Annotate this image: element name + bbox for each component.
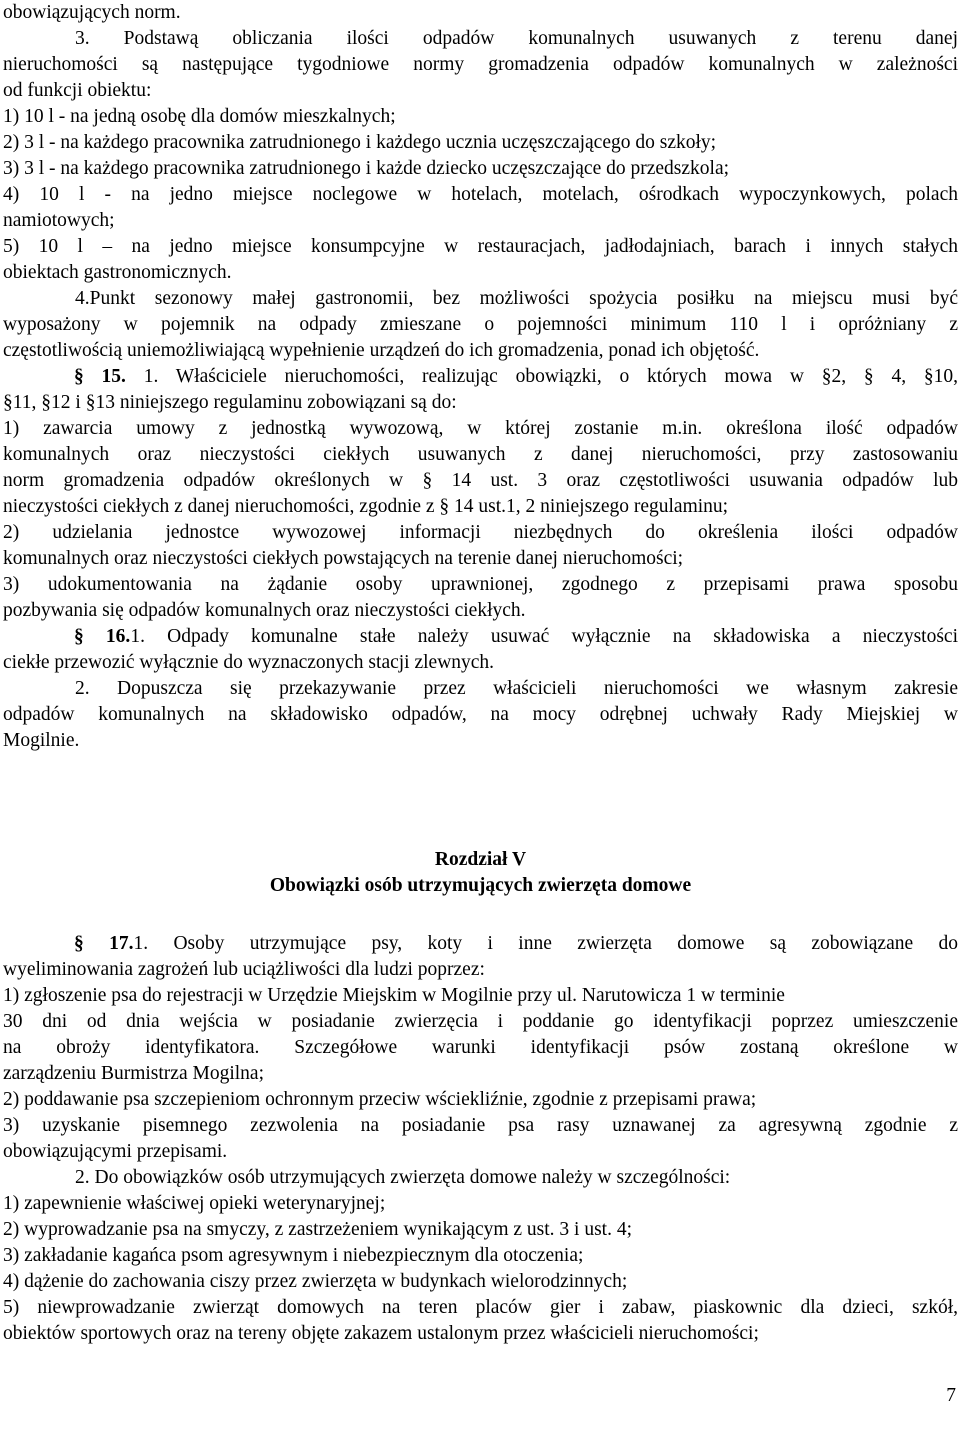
text-line: 1) 10 l - na jedną osobę dla domów mieszkalnych; [3,106,396,127]
text-line: 3) uzyskanie pisemnego zezwolenia na posiadanie psa rasy uznawanej za agresywną zgodnie z [3,1115,958,1136]
text-line: komunalnych oraz nieczystości ciekłych usuwanych z danej nieruchomości, przy zastosowaniu [3,444,958,465]
text-line: 4) 10 l - na jedno miejsce noclegowe w hotelach, motelach, ośrodkach wypoczynkowych, polach [3,184,958,205]
text-line: 2) wyprowadzanie psa na smyczy, z zastrzeżeniem wynikającym z ust. 3 i ust. 4; [3,1219,633,1240]
text-line: 2) poddawanie psa szczepieniom ochronnym przeciw wściekliźnie, zgodnie z przepisami prawa; [3,1089,757,1110]
text-line: Rozdział V [434,849,527,870]
text-line: namiotowych; [3,210,115,231]
text-line: 1) zapewnienie właściwej opieki weterynaryjnej; [3,1193,386,1214]
page-number: 7 [946,1385,956,1406]
text-line: 3. Podstawą obliczania ilości odpadów komunalnych usuwanych z terenu danej [75,28,958,49]
text-line: § 16.1. Odpady komunalne stałe należy usuwać wyłącznie na składowiska a nieczystości [74,626,958,647]
text-line: Obowiązki osób utrzymujących zwierzęta domowe [269,875,692,896]
text-line: od funkcji obiektu: [3,80,152,101]
text-line: 1) zawarcia umowy z jednostką wywozową, w której zostanie m.in. określona ilość odpadów [3,418,958,439]
text-line: 30 dni od dnia wejścia w posiadanie zwierzęcia i poddanie go identyfikacji poprzez umieszczenie [3,1011,958,1032]
text-line: 3) 3 l - na każdego pracownika zatrudnionego i każde dziecko uczęszczające do przedszkola; [3,158,730,179]
text-line: częstotliwością uniemożliwiającą wypełnienie urządzeń do ich gromadzenia, ponad ich objętość. [3,340,760,361]
text-line: wyposażony w pojemnik na odpady zmieszane o pojemności minimum 110 l i opróżniany z [3,314,958,335]
text-line: 2) 3 l - na każdego pracownika zatrudnionego i każdego ucznia uczęszczającego do szkoły; [3,132,717,153]
text-line: obiektach gastronomicznych. [3,262,232,283]
text-line: na obroży identyfikatora. Szczegółowe warunki identyfikacji psów zostaną określone w [3,1037,958,1058]
text-line: pozbywania się odpadów komunalnych oraz nieczystości ciekłych. [3,600,526,621]
text-line: odpadów komunalnych na składowisko odpadów, na mocy odrębnej uchwały Rady Miejskiej w [3,704,958,725]
text-line: norm gromadzenia odpadów określonych w § 14 ust. 3 oraz częstotliwości usuwania odpadów lub [3,470,958,491]
text-line: ciekłe przewozić wyłącznie do wyznaczonych stacji zlewnych. [3,652,495,673]
text-line: 2. Do obowiązków osób utrzymujących zwierzęta domowe należy w szczególności: [75,1167,731,1188]
text-line: 3) zakładanie kagańca psom agresywnym i niebezpiecznym dla otoczenia; [3,1245,584,1266]
text-line: Mogilnie. [3,730,80,751]
text-line: komunalnych oraz nieczystości ciekłych powstających na terenie danej nieruchomości; [3,548,684,569]
text-line: 4) dążenie do zachowania ciszy przez zwierzęta w budynkach wielorodzinnych; [3,1271,628,1292]
text-line: 5) 10 l – na jedno miejsce konsumpcyjne w restauracjach, jadłodajniach, barach i innych stałych [3,236,958,257]
text-line: 2) udzielania jednostce wywozowej informacji niezbędnych do określenia ilości odpadów [3,522,958,543]
text-line: 1) zgłoszenie psa do rejestracji w Urzędzie Miejskim w Mogilnie przy ul. Narutowicza 1 w terminie [3,985,785,1006]
text-line: wyeliminowania zagrożeń lub uciążliwości dla ludzi poprzez: [3,959,485,980]
text-line: obiektów sportowych oraz na tereny objęte zakazem ustalonym przez właścicieli nieruchomości; [3,1323,759,1344]
text-line: 3) udokumentowania na żądanie osoby uprawnionej, zgodnego z przepisami prawa sposobu [3,574,958,595]
text-line: 2. Dopuszcza się przekazywanie przez właścicieli nieruchomości we własnym zakresie [75,678,958,699]
text-line: nieruchomości są następujące tygodniowe normy gromadzenia odpadów komunalnych w zależności [3,54,958,75]
text-line: § 15. 1. Właściciele nieruchomości, realizując obowiązki, o których mowa w §2, § 4, §10, [74,366,959,387]
text-line: obowiązujących norm. [3,2,181,23]
text-line: obowiązującymi przepisami. [3,1141,228,1162]
text-line: § 17.1. Osoby utrzymujące psy, koty i inne zwierzęta domowe są zobowiązane do [74,933,958,954]
text-line: zarządzeniu Burmistrza Mogilna; [3,1063,264,1084]
text-line: nieczystości ciekłych z danej nieruchomości, zgodnie z § 14 ust.1, 2 niniejszego regulaminu; [3,496,729,517]
text-line: 4.Punkt sezonowy małej gastronomii, bez możliwości spożycia posiłku na miejscu musi być [75,288,958,309]
text-line: §11, §12 i §13 niniejszego regulaminu zobowiązani są do: [3,392,457,413]
text-line: 5) niewprowadzanie zwierząt domowych na teren placów gier i zabaw, piaskownic dla dzieci, szkół, [3,1297,958,1318]
